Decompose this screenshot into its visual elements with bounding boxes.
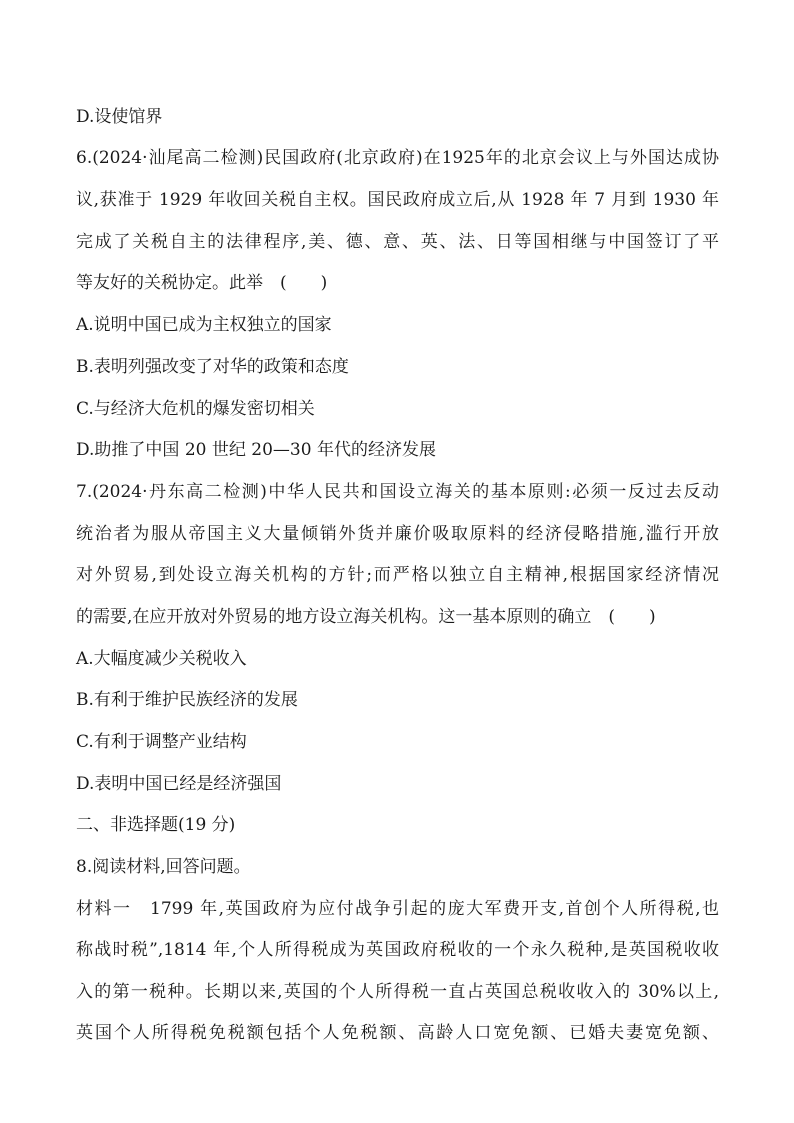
material-one-line: 入的第一税种。长期以来,英国的个人所得税一直占英国总税收收入的 30%以上,	[76, 982, 719, 1002]
question-6-stem-line: 完成了关税自主的法律程序,美、德、意、英、法、日等国相继与中国签订了平	[76, 232, 719, 252]
question-6-option-a: A.说明中国已成为主权独立的国家	[76, 315, 332, 335]
question-7-option-c: C.有利于调整产业结构	[76, 732, 247, 752]
question-6-stem-line: 议,获准于 1929 年收回关税自主权。国民政府成立后,从 1928 年 7 月到 1930 年	[76, 190, 719, 210]
section-heading-non-choice: 二、非选择题(19 分)	[76, 815, 236, 835]
material-one-line: 称战时税”,1814 年,个人所得税成为英国政府税收的一个永久税种,是英国税收收	[76, 940, 719, 960]
question-6-option-d: D.助推了中国 20 世纪 20—30 年代的经济发展	[76, 440, 436, 460]
material-one-line: 材料一 1799 年,英国政府为应付战争引起的庞大军费开支,首创个人所得税,也	[76, 899, 719, 919]
material-one-line: 英国个人所得税免税额包括个人免税额、高龄人口宽免额、已婚夫妻宽免额、	[76, 1023, 719, 1043]
question-5-option-d: D.设使馆界	[76, 107, 163, 127]
question-7-stem-line: 7.(2024·丹东高二检测)中华人民共和国设立海关的基本原则:必须一反过去反动	[76, 482, 719, 502]
question-7-stem-line: 统治者为服从帝国主义大量倾销外货并廉价吸取原料的经济侵略措施,滥行开放	[76, 524, 719, 544]
question-6-option-c: C.与经济大危机的爆发密切相关	[76, 399, 315, 419]
question-7-option-d: D.表明中国已经是经济强国	[76, 774, 282, 794]
question-7-stem-line: 对外贸易,到处设立海关机构的方针;而严格以独立自主精神,根据国家经济情况	[76, 565, 719, 585]
question-7-option-a: A.大幅度减少关税收入	[76, 649, 247, 669]
question-6-stem-line: 6.(2024·汕尾高二检测)民国政府(北京政府)在1925年的北京会议上与外国达成协	[76, 148, 719, 168]
question-6-stem-line: 等友好的关税协定。此举 ( )	[76, 273, 328, 293]
question-7-stem-line: 的需要,在应开放对外贸易的地方设立海关机构。这一基本原则的确立 ( )	[76, 607, 656, 627]
question-7-option-b: B.有利于维护民族经济的发展	[76, 690, 298, 710]
question-8-stem: 8.阅读材料,回答问题。	[76, 857, 251, 877]
question-6-option-b: B.表明列强改变了对华的政策和态度	[76, 357, 349, 377]
